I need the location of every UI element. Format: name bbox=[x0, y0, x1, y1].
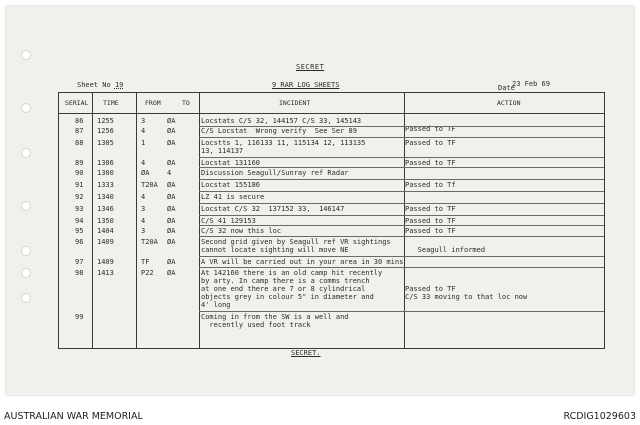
cell-incident bbox=[201, 258, 405, 266]
action-line: Passed to TF bbox=[405, 159, 456, 167]
cell-action bbox=[405, 205, 456, 213]
incident-line: LZ 41 is secure bbox=[201, 193, 265, 201]
action-line: Passed to Tf bbox=[405, 181, 456, 189]
cell-from: 4 bbox=[141, 159, 146, 167]
incident-line: cannot locate sighting will move NE bbox=[201, 246, 349, 254]
punch-hole bbox=[21, 246, 31, 256]
cell-time: 1340 bbox=[97, 193, 114, 201]
action-line: Passed to TF bbox=[405, 139, 456, 147]
cell-to: ØA bbox=[167, 217, 176, 225]
cell-incident bbox=[201, 313, 405, 329]
cell-from: ØA bbox=[141, 169, 150, 177]
cell-serial: 95 bbox=[75, 227, 84, 235]
incident-line: at one end there are 7 or 8 cylindrical bbox=[201, 285, 366, 293]
action-line: Passed to TF bbox=[405, 125, 456, 133]
cell-from: P22 bbox=[141, 269, 154, 277]
cell-to: ØA bbox=[167, 159, 176, 167]
cell-time: 1409 bbox=[97, 258, 114, 266]
action-line bbox=[405, 117, 456, 125]
date-value: 23 Feb 69 bbox=[512, 80, 550, 88]
cell-to: 4 bbox=[167, 169, 172, 177]
action-line: Passed to TF bbox=[405, 205, 456, 213]
cell-from: 3 bbox=[141, 205, 146, 213]
cell-incident bbox=[201, 169, 405, 177]
header-time: TIME bbox=[103, 99, 119, 107]
cell-from: 4 bbox=[141, 217, 146, 225]
cell-action bbox=[405, 117, 456, 133]
cell-to: ØA bbox=[167, 205, 176, 213]
cell-time: 1409 bbox=[97, 238, 114, 246]
row-divider bbox=[199, 191, 604, 192]
cell-time: 1413 bbox=[97, 269, 114, 277]
incident-line: recently used foot track bbox=[201, 321, 311, 329]
row-divider bbox=[199, 267, 604, 268]
cell-to: ØA bbox=[167, 258, 176, 266]
cell-to: ØA bbox=[167, 238, 176, 246]
cell-action bbox=[405, 217, 456, 225]
classification-top: SECRET bbox=[296, 63, 325, 71]
cell-from: 4 bbox=[141, 127, 146, 135]
archive-id: RCDIG1029603 bbox=[563, 411, 636, 422]
cell-time: 1350 bbox=[97, 217, 114, 225]
cell-from: 3 bbox=[141, 227, 146, 235]
column-divider bbox=[136, 93, 137, 348]
row-divider bbox=[199, 256, 604, 257]
incident-line: Locstts 1, 116133 11, 115134 12, 113135 bbox=[201, 139, 366, 147]
incident-line: C/S 41 129153 bbox=[201, 217, 256, 225]
cell-incident bbox=[201, 181, 405, 189]
cell-action bbox=[405, 227, 456, 235]
row-divider bbox=[199, 167, 604, 168]
column-divider bbox=[199, 93, 200, 348]
cell-incident bbox=[201, 127, 405, 135]
header-from: FROM bbox=[145, 99, 161, 107]
sheet-number: Sheet No 19 bbox=[77, 81, 124, 89]
cell-action bbox=[405, 159, 456, 167]
log-table bbox=[58, 92, 605, 349]
cell-time: 1306 bbox=[97, 159, 114, 167]
action-line: Seagull informed bbox=[405, 246, 486, 254]
row-divider bbox=[199, 137, 604, 138]
action-line: Passed to TF bbox=[405, 217, 456, 225]
unit-title: 9 RAR LOG SHEETS bbox=[272, 81, 340, 89]
incident-line: C/S Locstat Wrong verify See Ser 89 bbox=[201, 127, 357, 135]
incident-line: Discussion Seagull/Sunray ref Radar bbox=[201, 169, 349, 177]
cell-time: 1404 bbox=[97, 227, 114, 235]
cell-to: ØA bbox=[167, 227, 176, 235]
cell-to: ØA bbox=[167, 127, 176, 135]
classification-bottom: SECRET. bbox=[291, 349, 321, 357]
column-divider bbox=[92, 93, 93, 348]
cell-to: ØA bbox=[167, 181, 176, 189]
cell-from: T20A bbox=[141, 181, 158, 189]
cell-action bbox=[405, 139, 456, 147]
cell-from: TF bbox=[141, 258, 150, 266]
cell-time: 1256 bbox=[97, 127, 114, 135]
incident-line: Locstats C/S 32, 144157 C/S 33, 145143 bbox=[201, 117, 362, 125]
cell-serial: 87 bbox=[75, 127, 84, 135]
cell-incident bbox=[201, 117, 405, 125]
cell-action bbox=[405, 238, 485, 254]
incident-line: Locstat 155186 bbox=[201, 181, 261, 189]
table-header bbox=[59, 93, 604, 114]
cell-time: 1346 bbox=[97, 205, 114, 213]
incident-line: A VR will be carried out in your area in 30 mins bbox=[201, 258, 404, 266]
header-serial: SERIAL bbox=[65, 99, 89, 107]
cell-to: ØA bbox=[167, 193, 176, 201]
cell-from: 4 bbox=[141, 193, 146, 201]
incident-line: Second grid given by Seagull ref VR sightings bbox=[201, 238, 391, 246]
header-to: TO bbox=[182, 99, 190, 107]
archive-credit: AUSTRALIAN WAR MEMORIAL bbox=[4, 411, 143, 422]
header-incident: INCIDENT bbox=[279, 99, 311, 107]
cell-serial: 96 bbox=[75, 238, 84, 246]
incident-line: Locstat C/S 32 137152 33, 146147 bbox=[201, 205, 345, 213]
incident-line: Coming in from the SW is a well and bbox=[201, 313, 349, 321]
incident-line: Locstat 131160 bbox=[201, 159, 261, 167]
row-divider bbox=[199, 203, 604, 204]
cell-serial: 90 bbox=[75, 169, 84, 177]
cell-action bbox=[405, 181, 456, 189]
cell-serial: 88 bbox=[75, 139, 84, 147]
action-line bbox=[405, 238, 485, 246]
row-divider bbox=[199, 179, 604, 180]
action-line: Passed to TF bbox=[405, 227, 456, 235]
cell-serial: 94 bbox=[75, 217, 84, 225]
punch-hole bbox=[21, 50, 31, 60]
header-action: ACTION bbox=[497, 99, 521, 107]
row-divider bbox=[199, 311, 604, 312]
cell-serial: 93 bbox=[75, 205, 84, 213]
cell-to: ØA bbox=[167, 117, 176, 125]
incident-line: by arty. In camp there is a comms trench bbox=[201, 277, 370, 285]
action-line: Passed to TF bbox=[405, 285, 456, 293]
incident-line: C/S 32 now this loc bbox=[201, 227, 282, 235]
cell-time: 1255 bbox=[97, 117, 114, 125]
cell-incident bbox=[201, 227, 405, 235]
cell-incident bbox=[201, 159, 405, 167]
cell-serial: 99 bbox=[75, 313, 84, 321]
cell-to: ØA bbox=[167, 269, 176, 277]
row-divider bbox=[199, 225, 604, 226]
cell-from: 1 bbox=[141, 139, 146, 147]
cell-from: 3 bbox=[141, 117, 146, 125]
cell-serial: 89 bbox=[75, 159, 84, 167]
punch-hole bbox=[21, 268, 31, 278]
date-label: Date bbox=[498, 84, 515, 92]
row-divider bbox=[199, 236, 604, 237]
incident-line: 4' long bbox=[201, 301, 231, 309]
cell-incident bbox=[201, 217, 405, 225]
cell-serial: 98 bbox=[75, 269, 84, 277]
cell-serial: 97 bbox=[75, 258, 84, 266]
punch-hole bbox=[21, 103, 31, 113]
incident-line: 13, 114137 bbox=[201, 147, 244, 155]
action-line bbox=[405, 269, 527, 277]
cell-time: 1305 bbox=[97, 139, 114, 147]
cell-from: T20A bbox=[141, 238, 158, 246]
action-line bbox=[405, 277, 527, 285]
cell-incident bbox=[201, 139, 405, 155]
cell-incident bbox=[201, 238, 405, 254]
punch-hole bbox=[21, 148, 31, 158]
incident-line: objects grey in colour 5" in diameter and bbox=[201, 293, 374, 301]
punch-hole bbox=[21, 201, 31, 211]
row-divider bbox=[199, 157, 604, 158]
cell-serial: 92 bbox=[75, 193, 84, 201]
cell-incident bbox=[201, 193, 405, 201]
punch-hole bbox=[21, 293, 31, 303]
row-divider bbox=[199, 126, 604, 127]
row-divider bbox=[199, 215, 604, 216]
cell-to: ØA bbox=[167, 139, 176, 147]
cell-action bbox=[405, 269, 527, 301]
action-line: C/S 33 moving to that loc now bbox=[405, 293, 528, 301]
cell-time: 1300 bbox=[97, 169, 114, 177]
cell-incident bbox=[201, 205, 405, 213]
cell-serial: 91 bbox=[75, 181, 84, 189]
cell-serial: 86 bbox=[75, 117, 84, 125]
cell-incident bbox=[201, 269, 405, 309]
incident-line: At 142160 there is an old camp hit recently bbox=[201, 269, 383, 277]
cell-time: 1333 bbox=[97, 181, 114, 189]
